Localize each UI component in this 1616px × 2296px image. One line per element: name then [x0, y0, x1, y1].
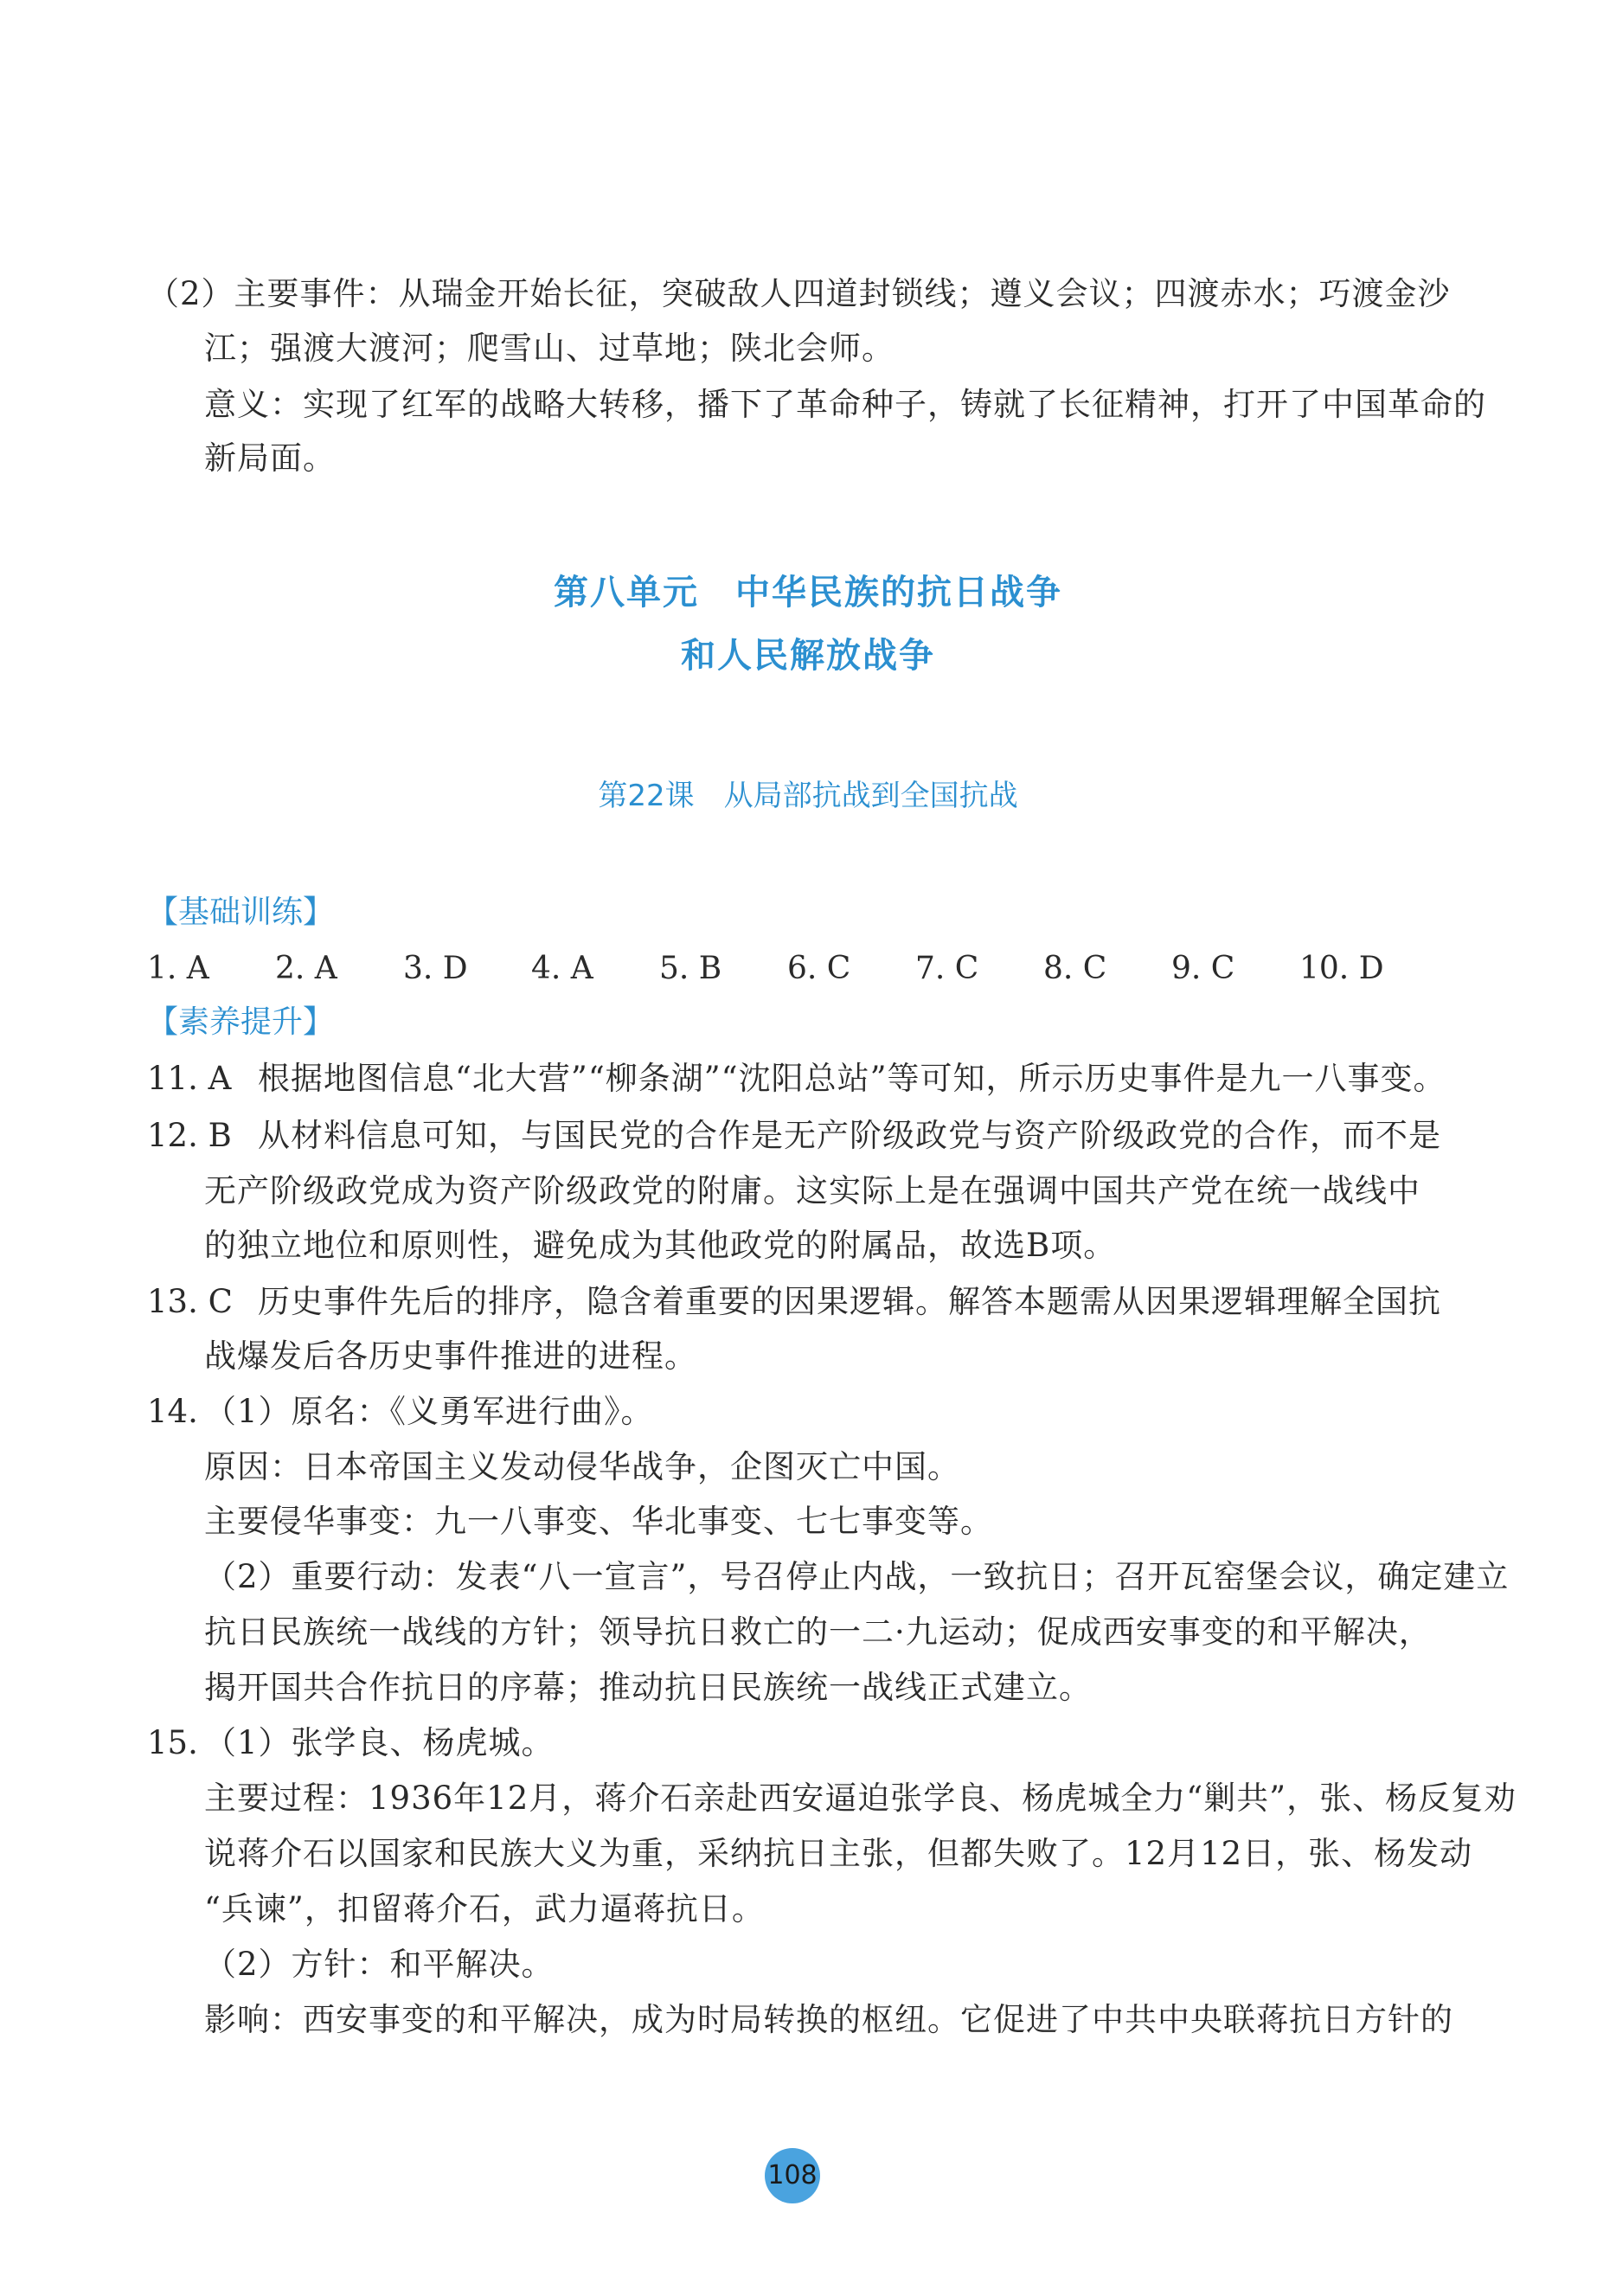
- q15-line-1: （1）张学良、杨虎城。: [204, 1724, 555, 1761]
- q15-line-2: 主要过程：1936年12月，蒋介石亲赴西安逼迫张学良、杨虎城全力“剿共”，张、杨反复劝: [204, 1780, 1517, 1817]
- q15-number: 15.: [147, 1724, 198, 1761]
- answer-3: 3. D: [403, 951, 468, 986]
- answer-1: 1. A: [147, 951, 209, 986]
- q15-line-5: （2）方针：和平解决。: [204, 1946, 555, 1983]
- page-number-badge: 108: [765, 2148, 820, 2203]
- answer-9: 9. C: [1171, 951, 1235, 986]
- q12-number: 12. B: [147, 1117, 232, 1154]
- answer-6: 6. C: [787, 951, 851, 986]
- q14-line-6: 揭开国共合作抗日的序幕；推动抗日民族统一战线正式建立。: [204, 1669, 1092, 1706]
- unit-title-line-1: 第八单元 中华民族的抗日战争: [554, 573, 1062, 612]
- basic-answers-row: [147, 947, 1445, 991]
- answer-10: 10. D: [1299, 951, 1384, 986]
- intro-line-1: （2）主要事件：从瑞金开始长征，突破敌人四道封锁线；遵义会议；四渡赤水；巧渡金沙: [147, 275, 1451, 312]
- q14-line-1: （1）原名：《义勇军进行曲》。: [204, 1393, 654, 1430]
- q11-text: 根据地图信息“北大营”“柳条湖”“沈阳总站”等可知，所示历史事件是九一八事变。: [258, 1060, 1446, 1097]
- intro-line-4: 新局面。: [204, 439, 336, 477]
- q15-line-6: 影响：西安事变的和平解决，成为时局转换的枢纽。它促进了中共中央联蒋抗日方针的: [204, 2001, 1453, 2038]
- q12-line-2: 无产阶级政党成为资产阶级政党的附庸。这实际上是在强调中国共产党在统一战线中: [204, 1172, 1420, 1209]
- unit-title-line-2: 和人民解放战争: [681, 636, 935, 676]
- intro-line-2: 江；强渡大渡河；爬雪山、过草地；陕北会师。: [204, 330, 895, 367]
- answer-7: 7. C: [915, 951, 979, 986]
- intro-line-3: 意义：实现了红军的战略大转移，播下了革命种子，铸就了长征精神，打开了中国革命的: [204, 386, 1486, 423]
- lesson-title: 第22课 从局部抗战到全国抗战: [598, 779, 1018, 813]
- q13-number: 13. C: [147, 1283, 233, 1320]
- basic-training-heading: 【基础训练】: [147, 895, 335, 930]
- q14-line-4: （2）重要行动：发表“八一宣言”，号召停止内战，一致抗日；召开瓦窑堡会议，确定建立: [204, 1558, 1510, 1595]
- q13-line-2: 战爆发后各历史事件推进的进程。: [204, 1337, 697, 1375]
- answer-5: 5. B: [659, 951, 722, 986]
- q11-number: 11. A: [147, 1060, 232, 1097]
- answer-2: 2. A: [275, 951, 337, 986]
- answer-8: 8. C: [1043, 951, 1107, 986]
- advanced-heading: 【素养提升】: [147, 1004, 335, 1040]
- q13-line-1: 历史事件先后的排序，隐含着重要的因果逻辑。解答本题需从因果逻辑理解全国抗: [258, 1283, 1441, 1320]
- q14-number: 14.: [147, 1393, 198, 1430]
- q12-line-3: 的独立地位和原则性，避免成为其他政党的附属品，故选B项。: [204, 1227, 1117, 1264]
- q14-line-2: 原因：日本帝国主义发动侵华战争，企图灭亡中国。: [204, 1448, 960, 1485]
- q15-line-3: 说蒋介石以国家和民族大义为重，采纳抗日主张，但都失败了。12月12日，张、杨发动: [204, 1835, 1473, 1872]
- answer-4: 4. A: [531, 951, 593, 986]
- q14-line-3: 主要侵华事变：九一八事变、华北事变、七七事变等。: [204, 1503, 993, 1540]
- q15-line-4: “兵谏”，扣留蒋介石，武力逼蒋抗日。: [204, 1890, 765, 1927]
- q14-line-5: 抗日民族统一战线的方针；领导抗日救亡的一二·九运动；促成西安事变的和平解决，: [204, 1613, 1432, 1651]
- q12-line-1: 从材料信息可知，与国民党的合作是无产阶级政党与资产阶级政党的合作，而不是: [258, 1117, 1441, 1154]
